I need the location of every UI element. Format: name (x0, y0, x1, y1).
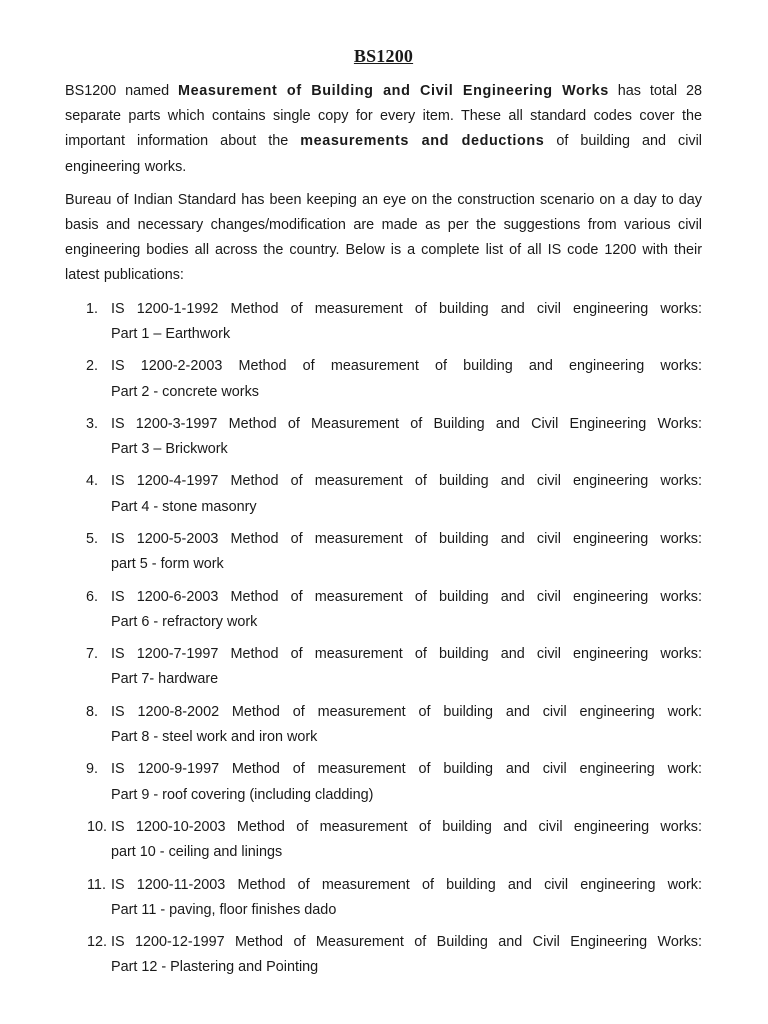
list-item-part: Part 2 - concrete works (111, 383, 259, 400)
list-item-number: 9. (86, 761, 99, 778)
intro-text-end: of building and civil engineering works. (65, 133, 702, 175)
list-item (65, 297, 702, 348)
list-item-title: IS 1200-12-1997 Method of Measurement of Building and Civil Engineering Works: (111, 934, 702, 951)
list-item-number: 5. (86, 531, 99, 547)
list-item-number: 8. (86, 703, 99, 720)
list-item-number: 2. (86, 358, 99, 375)
list-item (65, 757, 702, 808)
intro-text-middle: has total 28 separate parts which contains single copy for every item. These all standard codes cover the important information about the (65, 83, 703, 150)
list-item-title: IS 1200-8-2002 Method of measurement of building and civil engineering work: (111, 703, 702, 720)
list-item-part: Part 3 – Brickwork (111, 441, 228, 458)
list-item-number: 3. (86, 415, 99, 432)
list-item-part: Part 4 - stone masonry (111, 498, 257, 515)
list-item (65, 354, 702, 405)
list-item-title: IS 1200-9-1997 Method of measurement of building and civil engineering work: (111, 761, 702, 778)
intro-paragraph-2: Bureau of Indian Standard has been keeping an eye on the construction scenario on a day to day basis and necessary changes/modification are made as per the suggestions from various civil engineering bodies all across the country. Below is a complete list of all IS code 1200 with their latest publications: (65, 191, 702, 284)
document-page (65, 44, 702, 988)
list-item-part: part 10 - ceiling and linings (111, 844, 283, 861)
list-item (65, 412, 702, 463)
list-item-title: IS 1200-5-2003 Method of measurement of building and civil engineering works: (111, 531, 702, 547)
list-item-number: 4. (86, 473, 99, 490)
document-title: BS1200 (353, 46, 414, 66)
intro-bold-measurements: measurements and deductions (300, 133, 545, 150)
list-item (65, 585, 702, 636)
intro-text-start: BS1200 named (65, 83, 179, 99)
list-item (65, 642, 702, 693)
list-item-number: 1. (86, 300, 99, 317)
list-item-part: Part 11 - paving, floor finishes dado (111, 901, 337, 918)
list-item-number: 10. (87, 818, 108, 835)
list-item (65, 930, 702, 981)
list-item-title: IS 1200-7-1997 Method of measurement of building and civil engineering works: (111, 646, 702, 663)
list-item-part: Part 6 - refractory work (111, 613, 258, 630)
list-item-title: IS 1200-2-2003 Method of measurement of building and engineering works: (111, 358, 702, 375)
intro-paragraph-1 (65, 79, 702, 180)
list-item (65, 815, 702, 866)
list-item (65, 527, 702, 578)
list-item-title: IS 1200-1-1992 Method of measurement of building and civil engineering works: (111, 300, 702, 317)
list-item-part: Part 1 – Earthwork (111, 325, 231, 342)
list-item-part: Part 12 - Plastering and Pointing (111, 959, 319, 976)
list-item (65, 469, 702, 520)
list-item-number: 12. (87, 934, 108, 951)
list-item-number: 7. (86, 646, 99, 663)
intro-bold-title: Measurement of Building and Civil Engineering Works (178, 83, 609, 99)
list-item-part: Part 8 - steel work and iron work (111, 729, 318, 746)
list-item-part: Part 7- hardware (111, 671, 219, 688)
list-item-title: IS 1200-3-1997 Method of Measurement of Building and Civil Engineering Works: (111, 415, 702, 432)
list-item-number: 6. (86, 588, 99, 605)
standards-list (65, 297, 702, 981)
list-item (65, 873, 702, 924)
list-item (65, 700, 702, 751)
list-item-title: IS 1200-10-2003 Method of measurement of building and civil engineering works: (111, 818, 702, 835)
list-item-title: IS 1200-4-1997 Method of measurement of building and civil engineering works: (111, 473, 702, 490)
list-item-part: Part 9 - roof covering (including cladding) (111, 786, 374, 803)
list-item-number: 11. (87, 876, 106, 893)
list-item-part: part 5 - form work (111, 556, 224, 573)
list-item-title: IS 1200-11-2003 Method of measurement of building and civil engineering work: (111, 876, 702, 893)
list-item-title: IS 1200-6-2003 Method of measurement of building and civil engineering works: (111, 588, 702, 605)
